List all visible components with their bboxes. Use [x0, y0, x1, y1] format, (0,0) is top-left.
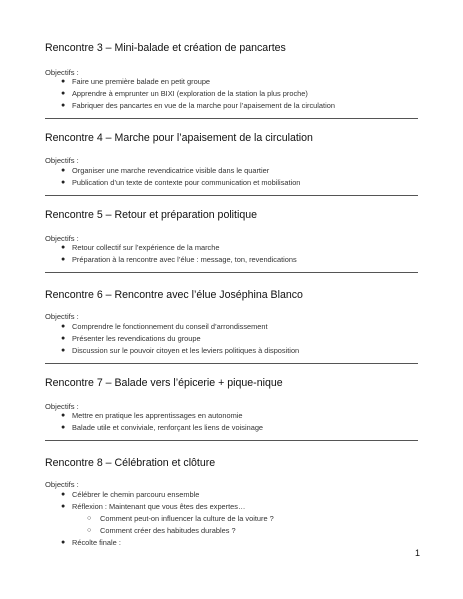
list-item [0, 489, 463, 501]
list-item [0, 410, 463, 422]
bullet-icon: ● [61, 102, 66, 109]
list-item [0, 76, 463, 88]
bullet-icon: ● [61, 167, 66, 174]
section-divider [45, 195, 418, 196]
list-item [0, 165, 463, 177]
objectives-label: Objectifs : [45, 402, 79, 411]
list-item-text: Mettre en pratique les apprentissages en autonomie [72, 411, 243, 420]
list-item [0, 88, 463, 100]
circle-bullet-icon: ○ [87, 527, 92, 534]
list-item-text: Apprendre à emprunter un BIXI (exploration de la station la plus proche) [72, 89, 308, 98]
list-item-text: Organiser une marche revendicatrice visible dans le quartier [72, 166, 270, 175]
bullet-icon: ● [61, 323, 66, 330]
bullet-icon: ● [61, 256, 66, 263]
list-item-text: Préparation à la rencontre avec l’élue : message, ton, revendications [72, 255, 297, 264]
objectives-list [0, 489, 463, 549]
bullet-icon: ● [61, 90, 66, 97]
list-item [0, 333, 463, 345]
bullet-icon: ● [61, 424, 66, 431]
section-title: Rencontre 5 – Retour et préparation politique [45, 209, 258, 221]
list-item [0, 501, 463, 513]
bullet-icon: ● [61, 539, 66, 546]
objectives-list [0, 410, 463, 434]
bullet-icon: ● [61, 179, 66, 186]
objectives-list [0, 321, 463, 357]
objectives-label: Objectifs : [45, 68, 79, 77]
bullet-icon: ● [61, 503, 66, 510]
list-item-text: Récolte finale : [72, 538, 121, 547]
objectives-list [0, 242, 463, 266]
list-item [0, 422, 463, 434]
objectives-label: Objectifs : [45, 312, 79, 321]
sub-list-item [0, 513, 463, 525]
list-item-text: Fabriquer des pancartes en vue de la marche pour l’apaisement de la circulation [72, 101, 335, 110]
list-item [0, 177, 463, 189]
objectives-list [0, 165, 463, 189]
section-divider [45, 363, 418, 364]
list-item-text: Retour collectif sur l’expérience de la marche [72, 243, 220, 252]
bullet-icon: ● [61, 491, 66, 498]
section-title: Rencontre 4 – Marche pour l’apaisement de la circulation [45, 132, 313, 144]
objectives-list [0, 76, 463, 112]
section-divider [45, 440, 418, 441]
sub-list-item [0, 525, 463, 537]
list-item-text: Comprendre le fonctionnement du conseil d’arrondissement [72, 322, 268, 331]
bullet-icon: ● [61, 412, 66, 419]
circle-bullet-icon: ○ [87, 515, 92, 522]
sub-list-item-text: Comment peut-on influencer la culture de la voiture ? [100, 514, 274, 523]
objectives-label: Objectifs : [45, 480, 79, 489]
list-item-text: Discussion sur le pouvoir citoyen et les leviers politiques à disposition [72, 346, 300, 355]
list-item [0, 254, 463, 266]
objectives-label: Objectifs : [45, 156, 79, 165]
bullet-icon: ● [61, 244, 66, 251]
objectives-label: Objectifs : [45, 234, 79, 243]
bullet-icon: ● [61, 78, 66, 85]
list-item-text: Réflexion : Maintenant que vous êtes des expertes… [72, 502, 246, 511]
section-title: Rencontre 3 – Mini-balade et création de pancartes [45, 42, 286, 54]
page-number: 1 [415, 548, 421, 558]
section-divider [45, 118, 418, 119]
list-item-text: Présenter les revendications du groupe [72, 334, 201, 343]
section-title: Rencontre 7 – Balade vers l’épicerie + pique-nique [45, 377, 283, 389]
sub-list-item-text: Comment créer des habitudes durables ? [100, 526, 236, 535]
list-item [0, 242, 463, 254]
list-item-text: Publication d’un texte de contexte pour communication et mobilisation [72, 178, 301, 187]
list-item-text: Faire une première balade en petit groupe [72, 77, 211, 86]
list-item-text: Célébrer le chemin parcouru ensemble [72, 490, 200, 499]
list-item-text: Balade utile et conviviale, renforçant les liens de voisinage [72, 423, 264, 432]
list-item [0, 537, 463, 549]
section-title: Rencontre 8 – Célébration et clôture [45, 457, 216, 469]
list-item [0, 321, 463, 333]
bullet-icon: ● [61, 347, 66, 354]
bullet-icon: ● [61, 335, 66, 342]
list-item [0, 100, 463, 112]
list-item [0, 345, 463, 357]
section-divider [45, 272, 418, 273]
section-title: Rencontre 6 – Rencontre avec l’élue Joséphina Blanco [45, 289, 303, 301]
